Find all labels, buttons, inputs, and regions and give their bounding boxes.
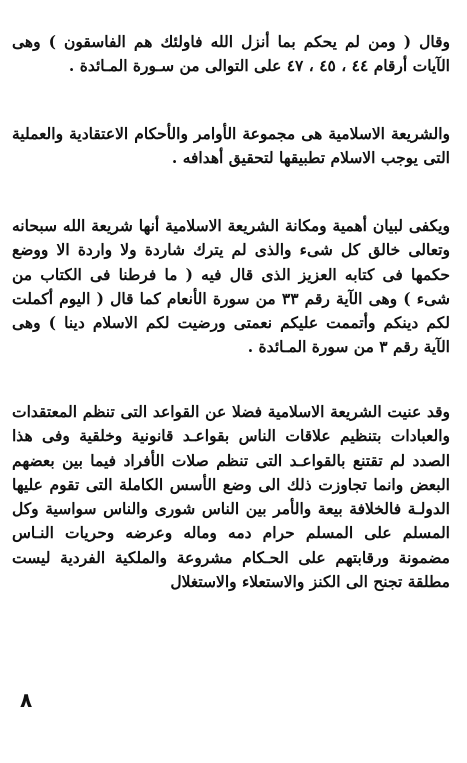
page-number: ٨: [20, 688, 33, 712]
paragraph-2: والشريعة الاسلامية هى مجموعة الأوامر والأحكام الاعتقادية والعملية التى يوجب الاسلام تطبيقها لتحقيق أهدافه .: [12, 124, 450, 168]
paragraph-1: وقال ( ومن لم يحكم بما أنزل الله فاولئك هم الفاسقون ) وهى الآيات أرقام ٤٤ ، ٤٥ ، ٤٧ على التوالى من سـورة المـائدة .: [12, 32, 450, 76]
paragraph-3: ويكفى لبيان أهمية ومكانة الشريعة الاسلامية أنها شريعة الله سبحانه وتعالى خالق كل شىء والذى لم يترك شاردة ولا واردة الا ووضع حكمها فى كتابه العزيز الذى قال فيه ( ما فرطنا فى الكتاب من شىء ) وهى الآية رقم ٣٣ من سورة الأنعام كما قال ( اليوم أكملت لكم دينكم وأتممت عليكم نعمتى ورضيت لكم الاسلام دينا ) وهى الآية رقم ٣ من سورة المـائدة .: [12, 216, 450, 357]
paragraph-4: وقد عنيت الشريعة الاسلامية فضلا عن القواعد التى تنظم المعتقدات والعبادات بتنظيم علاقات الناس بقواعـد قانونية وخلقية وفى هذا الصدد لم تقتنع بالقواعـد التى تنظم صلات الأفراد فيما بين بعضهم البعض وانما تجاوزت ذلك الى وضع الأسس الكاملة التى تقوم عليها الدولـة فالخلافة بيعة والأمر بين الناس شورى والناس سواسية وكل المسلم على المسلم حرام دمه وماله وعرضه وحريات النـاس مضمونة ورقابتهم على الحـكام مشروعة والملكية الفردية ليست مطلقة تجنح الى الكنز والاستعلاء والاستغلال: [12, 402, 450, 592]
